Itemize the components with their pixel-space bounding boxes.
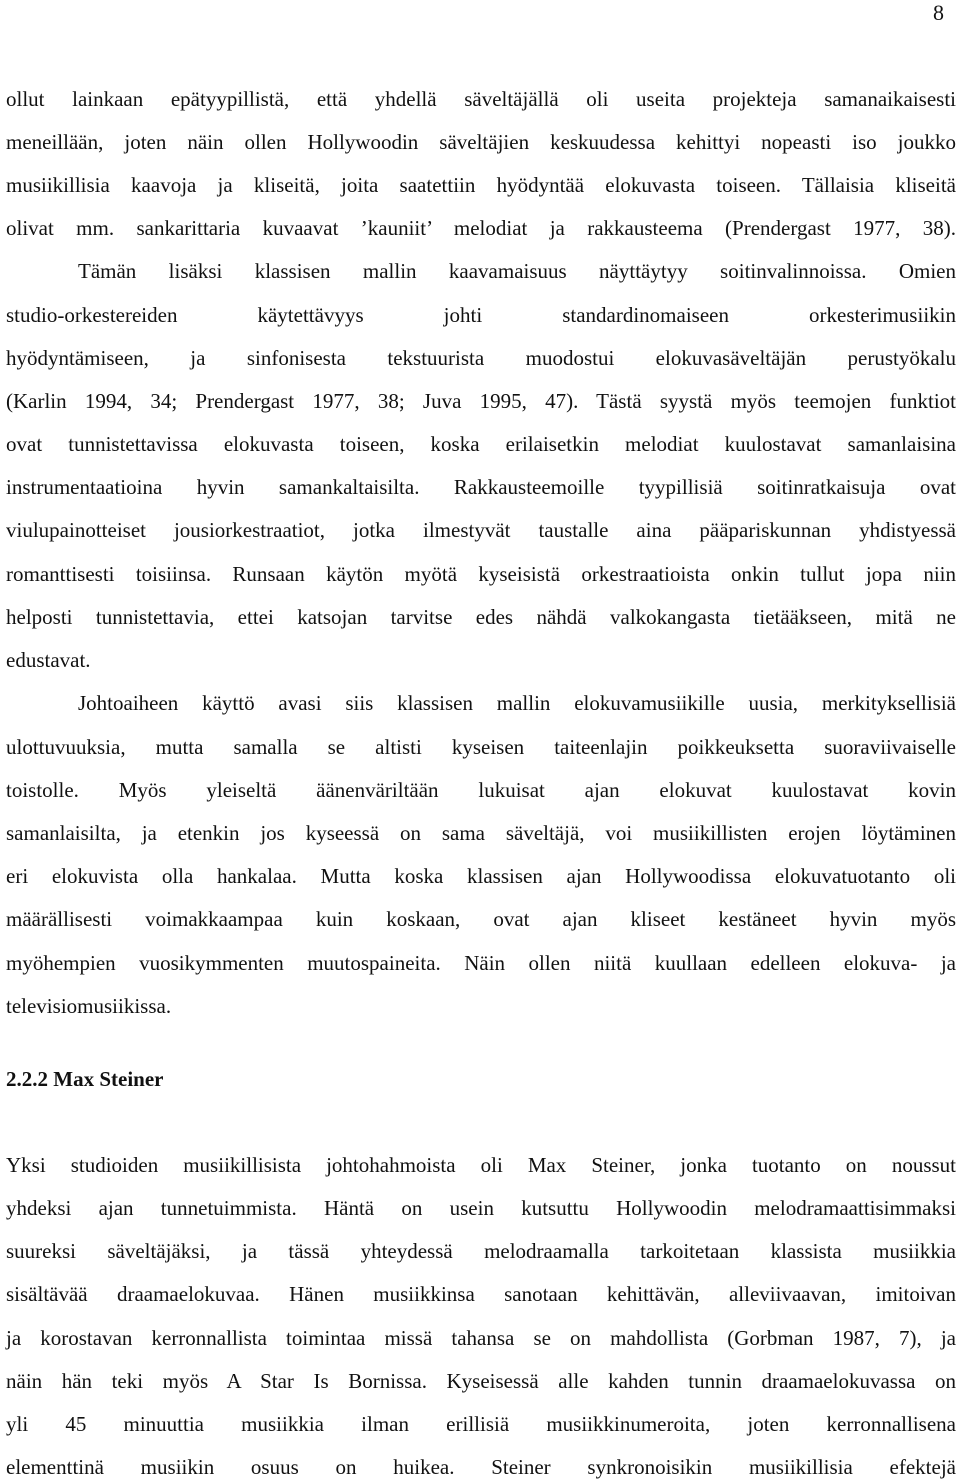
text-line: näin hän teki myös A Star Is Bornissa. Kyseisessä alle kahden tunnin draamaelokuvassa on	[6, 1369, 956, 1393]
text-line: toistolle. Myös yleiseltä äänenväriltään lukuisat ajan elokuvat kuulostavat kovin	[6, 778, 956, 802]
text-line: elementtinä musiikin osuus on huikea. Steiner synkronoisikin musiikillisia efektejä	[6, 1455, 956, 1479]
text-line: romanttisesti toisiinsa. Runsaan käytön myötä kyseisistä orkestraatioista onkin tullut jopa niin	[6, 562, 956, 586]
text-line: helposti tunnistettavia, ettei katsojan tarvitse edes nähdä valkokangasta tietääkseen, mitä ne	[6, 605, 956, 629]
text-line: suureksi säveltäjäksi, ja tässä yhteydessä melodraamalla tarkoitetaan klassista musiikkia	[6, 1239, 956, 1263]
text-line: Tämän lisäksi klassisen mallin kaavamaisuus näyttäytyy soitinvalinnoissa. Omien	[78, 259, 956, 283]
text-line: määrällisesti voimakkaampaa kuin koskaan, ovat ajan kliseet kestäneet hyvin myös	[6, 907, 956, 931]
text-line: myöhempien vuosikymmenten muutospaineita. Näin ollen niitä kuullaan edelleen elokuva- ja	[6, 951, 956, 975]
text-line: musiikillisia kaavoja ja kliseitä, joita saatettiin hyödyntää elokuvasta toiseen. Tällaisia kliseitä	[6, 173, 956, 197]
section-heading: 2.2.2 Max Steiner	[6, 1067, 164, 1091]
text-line: ulottuvuuksia, mutta samalla se altisti kyseisen taiteenlajin poikkeuksetta suoraviivaiselle	[6, 735, 956, 759]
text-line: viulupainotteiset jousiorkestraatiot, jotka ilmestyvät taustalle aina pääpariskunnan yhdistyessä	[6, 518, 956, 542]
text-line: ovat tunnistettavissa elokuvasta toiseen, koska erilaisetkin melodiat kuulostavat samanlaisina	[6, 432, 956, 456]
text-line: sisältävää draamaelokuvaa. Hänen musiikkinsa sanotaan kehittävän, alleviivaavan, imitoivan	[6, 1282, 956, 1306]
text-line: (Karlin 1994, 34; Prendergast 1977, 38; Juva 1995, 47). Tästä syystä myös teemojen funktiot	[6, 389, 956, 413]
text-line: eri elokuvista olla hankalaa. Mutta koska klassisen ajan Hollywoodissa elokuvatuotanto oli	[6, 864, 956, 888]
text-line: instrumentaatioina hyvin samankaltaisilta. Rakkausteemoille tyypillisiä soitinratkaisuja ovat	[6, 475, 956, 499]
text-line: studio-orkestereiden käytettävyys johti standardinomaiseen orkesterimusiikin	[6, 303, 956, 327]
text-line: meneillään, joten näin ollen Hollywoodin säveltäjien keskuudessa kehittyi nopeasti iso joukko	[6, 130, 956, 154]
text-line: olivat mm. sankarittaria kuvaavat ’kauniit’ melodiat ja rakkausteema (Prendergast 1977, 38).	[6, 216, 956, 240]
text-line: ollut lainkaan epätyypillistä, että yhdellä säveltäjällä oli useita projekteja samanaikaisesti	[6, 87, 956, 111]
text-line: hyödyntämiseen, ja sinfonisesta tekstuurista muodostui elokuvasäveltäjän perustyökalu	[6, 346, 956, 370]
text-line: edustavat.	[6, 648, 91, 672]
text-line: televisiomusiikissa.	[6, 994, 172, 1018]
text-line: yhdeksi ajan tunnetuimmista. Häntä on usein kutsuttu Hollywoodin melodramaattisimmaksi	[6, 1196, 956, 1220]
text-line: ja korostavan kerronnallista toimintaa missä tahansa se on mahdollista (Gorbman 1987, 7), ja	[6, 1326, 956, 1350]
text-line: samanlaisilta, ja etenkin jos kyseessä on sama säveltäjä, voi musiikillisten erojen löytäminen	[6, 821, 956, 845]
text-line: Yksi studioiden musiikillisista johtohahmoista oli Max Steiner, jonka tuotanto on noussut	[6, 1153, 956, 1177]
text-line: Johtoaiheen käyttö avasi siis klassisen mallin elokuvamusiikille uusia, merkityksellisiä	[78, 691, 956, 715]
page-number: 8	[933, 0, 944, 25]
text-line: yli 45 minuuttia musiikkia ilman erillisiä musiikkinumeroita, joten kerronnallisena	[6, 1412, 956, 1436]
